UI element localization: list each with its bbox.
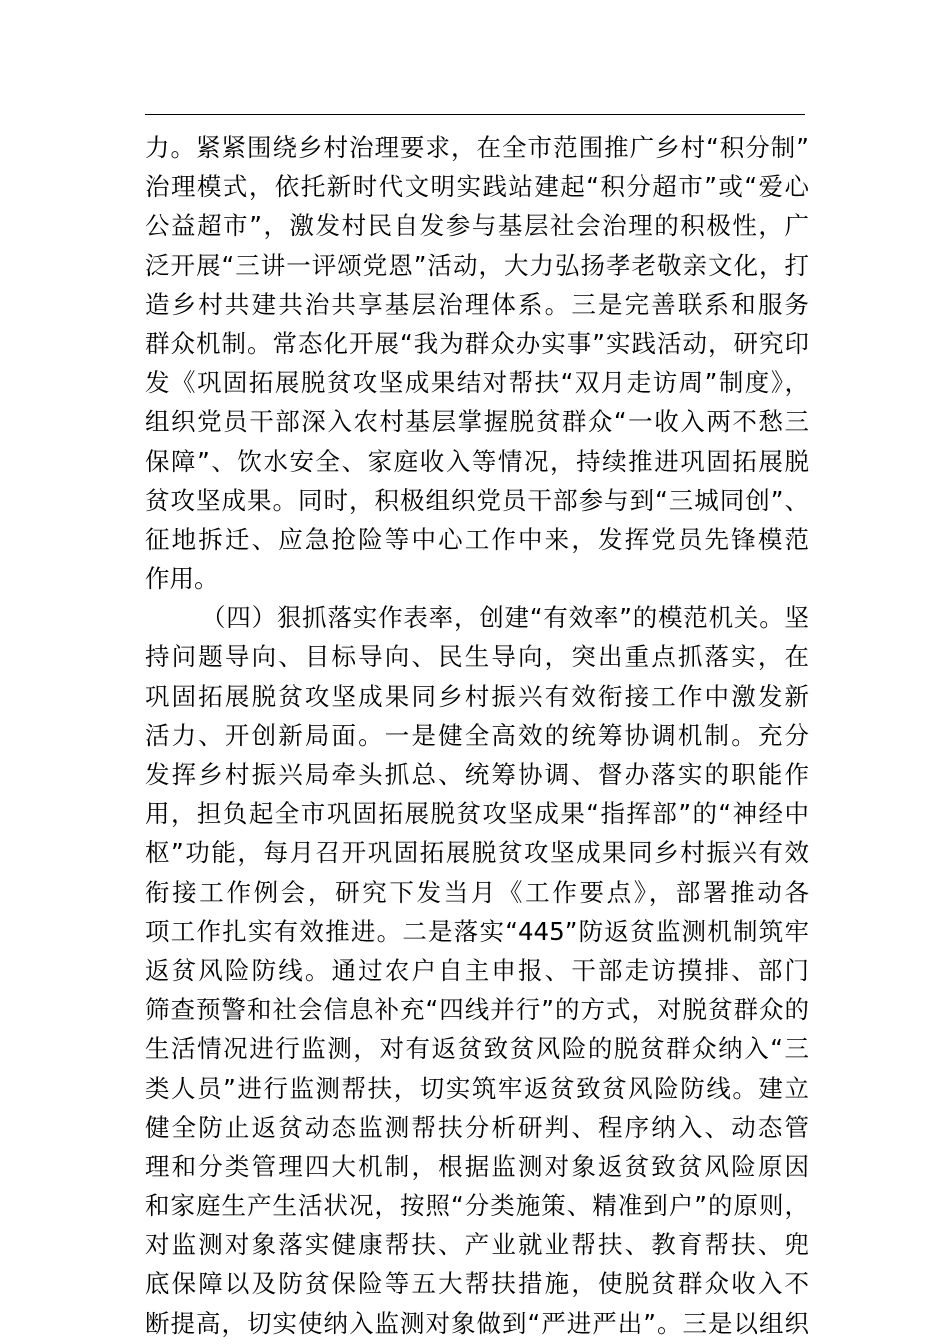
text-line: 组织党员干部深入农村基层掌握脱贫群众“一收入两不愁三 — [145, 407, 809, 437]
paragraph-1 — [145, 128, 809, 598]
text-line: 群众机制。常态化开展“我为群众办实事”实践活动，研究印 — [145, 328, 809, 358]
text-line: 持问题导向、目标导向、民生导向，突出重点抓落实，在 — [145, 642, 809, 672]
text-line: 项工作扎实有效推进。二是落实“445”防返贫监测机制筑牢 — [145, 916, 809, 946]
text-line: 泛开展“三讲一评颂党恩”活动，大力弘扬孝老敬亲文化，打 — [145, 250, 809, 280]
text-line: 发《巩固拓展脱贫攻坚成果结对帮扶“双月走访周”制度》， — [145, 368, 809, 398]
text-line: 断提高，切实使纳入监测对象做到“严进严出”。三是以组织 — [145, 1308, 809, 1338]
text-line: 衔接工作例会，研究下发当月《工作要点》，部署推动各 — [145, 877, 809, 907]
document-body — [145, 128, 809, 1343]
text-line: 类人员”进行监测帮扶，切实筑牢返贫致贫风险防线。建立 — [145, 1073, 809, 1103]
text-line: 底保障以及防贫保险等五大帮扶措施，使脱贫群众收入不 — [145, 1269, 809, 1299]
text-line: 返贫风险防线。通过农户自主申报、干部走访摸排、部门 — [145, 955, 809, 985]
text-line: 生活情况进行监测，对有返贫致贫风险的脱贫群众纳入“三 — [145, 1034, 809, 1064]
text-line: 活力、开创新局面。一是健全高效的统筹协调机制。充分 — [145, 720, 809, 750]
text-line: 理和分类管理四大机制，根据监测对象返贫致贫风险原因 — [145, 1151, 809, 1181]
text-line: （四）狠抓落实作表率，创建“有效率”的模范机关。坚 — [201, 603, 809, 633]
text-line: 对监测对象落实健康帮扶、产业就业帮扶、教育帮扶、兜 — [145, 1230, 809, 1260]
text-line: 用，担负起全市巩固拓展脱贫攻坚成果“指挥部”的“神经中 — [145, 799, 809, 829]
text-line: 力。紧紧围绕乡村治理要求，在全市范围推广乡村“积分制” — [145, 133, 809, 162]
text-line: 巩固拓展脱贫攻坚成果同乡村振兴有效衔接工作中激发新 — [145, 681, 809, 711]
paragraph-2 — [145, 598, 809, 1343]
text-line: 发挥乡村振兴局牵头抓总、统筹协调、督办落实的职能作 — [145, 760, 809, 789]
text-line: 征地拆迁、应急抢险等中心工作中来，发挥党员先锋模范 — [145, 524, 809, 554]
text-line: 健全防止返贫动态监测帮扶分析研判、程序纳入、动态管 — [145, 1112, 809, 1142]
text-line: 造乡村共建共治共享基层治理体系。三是完善联系和服务 — [145, 289, 809, 319]
text-line: 治理模式，依托新时代文明实践站建起“积分超市”或“爱心 — [145, 172, 809, 202]
text-line: 枢”功能，每月召开巩固拓展脱贫攻坚成果同乡村振兴有效 — [145, 838, 809, 868]
text-line: 作用。 — [145, 564, 219, 594]
text-line: 保障”、饮水安全、家庭收入等情况，持续推进巩固拓展脱 — [145, 446, 809, 476]
text-line: 公益超市”，激发村民自发参与基层社会治理的积极性，广 — [145, 211, 809, 241]
text-line: 贫攻坚成果。同时，积极组织党员干部参与到“三城同创”、 — [145, 485, 809, 515]
header-rule — [145, 114, 805, 115]
text-line: 筛查预警和社会信息补充“四线并行”的方式，对脱贫群众的 — [145, 995, 809, 1025]
text-line: 和家庭生产生活状况，按照“分类施策、精准到户”的原则， — [145, 1191, 809, 1221]
